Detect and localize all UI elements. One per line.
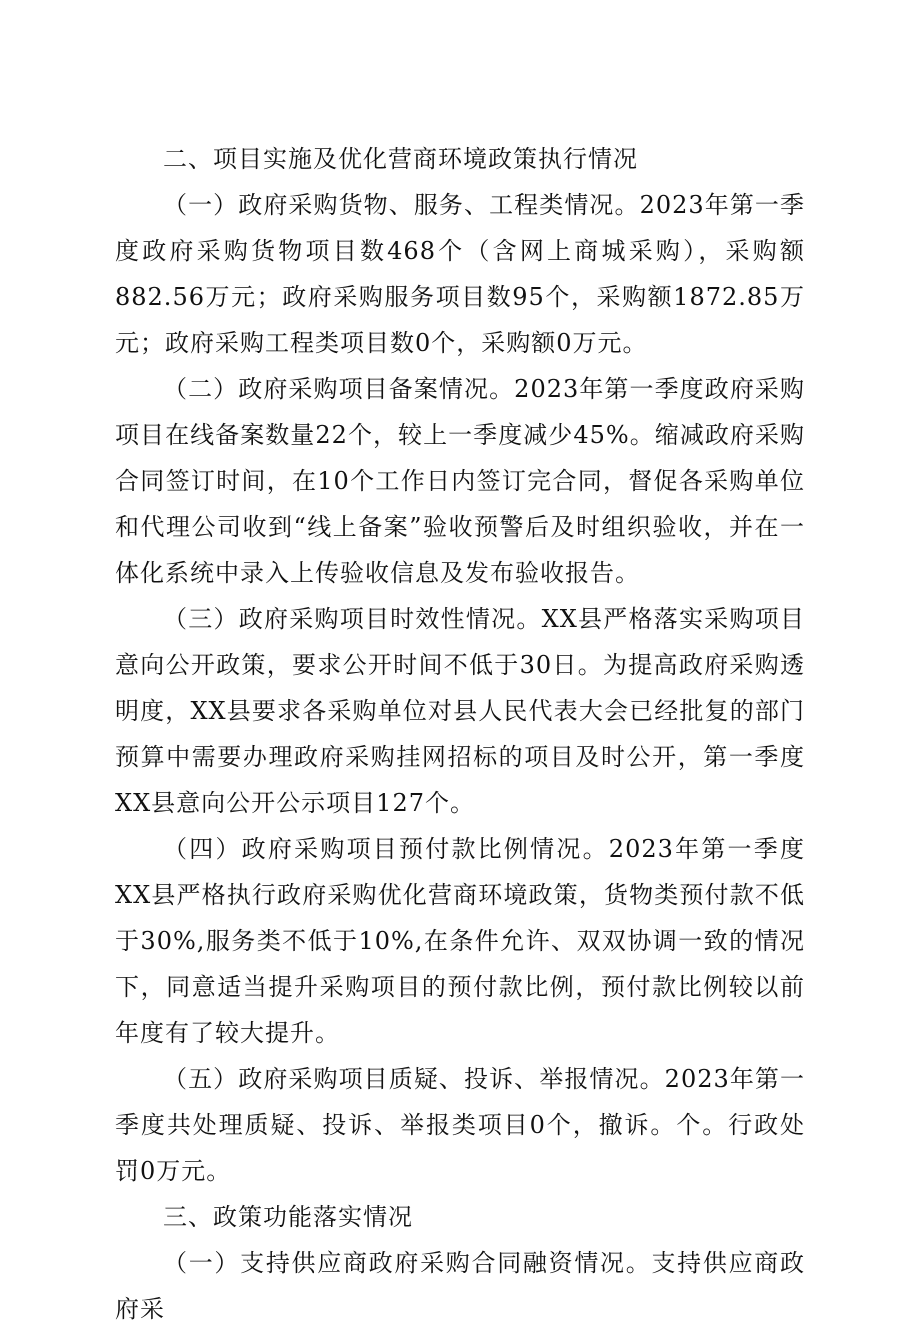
- section-heading-3: 三、政策功能落实情况: [163, 1203, 413, 1231]
- paragraph-project-filing: （二）政府采购项目备案情况。2023年第一季度政府采购项目在线备案数量22个，较上一季度减少45%。缩减政府采购合同签订时间，在10个工作日内签订完合同，督促各采购单位和代理公司收到“线上备案”验收预警后及时组织验收，并在一体化系统中录入上传验收信息及发布验收报告。: [115, 375, 805, 587]
- paragraph-timeliness: （三）政府采购项目时效性情况。XX县严格落实采购项目意向公开政策，要求公开时间不低于30日。为提高政府采购透明度，XX县要求各采购单位对县人民代表大会已经批复的部门预算中需要办理政府采购挂网招标的项目及时公开，第一季度XX县意向公开公示项目127个。: [115, 605, 805, 817]
- section-heading-2: 二、项目实施及优化营商环境政策执行情况: [163, 145, 638, 173]
- document-body: [115, 136, 805, 1332]
- paragraph-contract-financing: （一）支持供应商政府采购合同融资情况。支持供应商政府采: [115, 1249, 805, 1323]
- paragraph-goods-services-works: （一）政府采购货物、服务、工程类情况。2023年第一季度政府采购货物项目数468个（含网上商城采购），采购额882.56万元；政府采购服务项目数95个，采购额1872.85万元；政府采购工程类项目数0个，采购额0万元。: [115, 191, 805, 357]
- paragraph-complaints: （五）政府采购项目质疑、投诉、举报情况。2023年第一季度共处理质疑、投诉、举报类项目0个，撤诉。个。行政处罚0万元。: [115, 1065, 805, 1185]
- paragraph-advance-payment: （四）政府采购项目预付款比例情况。2023年第一季度XX县严格执行政府采购优化营商环境政策，货物类预付款不低于30%,服务类不低于10%,在条件允许、双双协调一致的情况下，同意适当提升采购项目的预付款比例，预付款比例较以前年度有了较大提升。: [115, 835, 805, 1047]
